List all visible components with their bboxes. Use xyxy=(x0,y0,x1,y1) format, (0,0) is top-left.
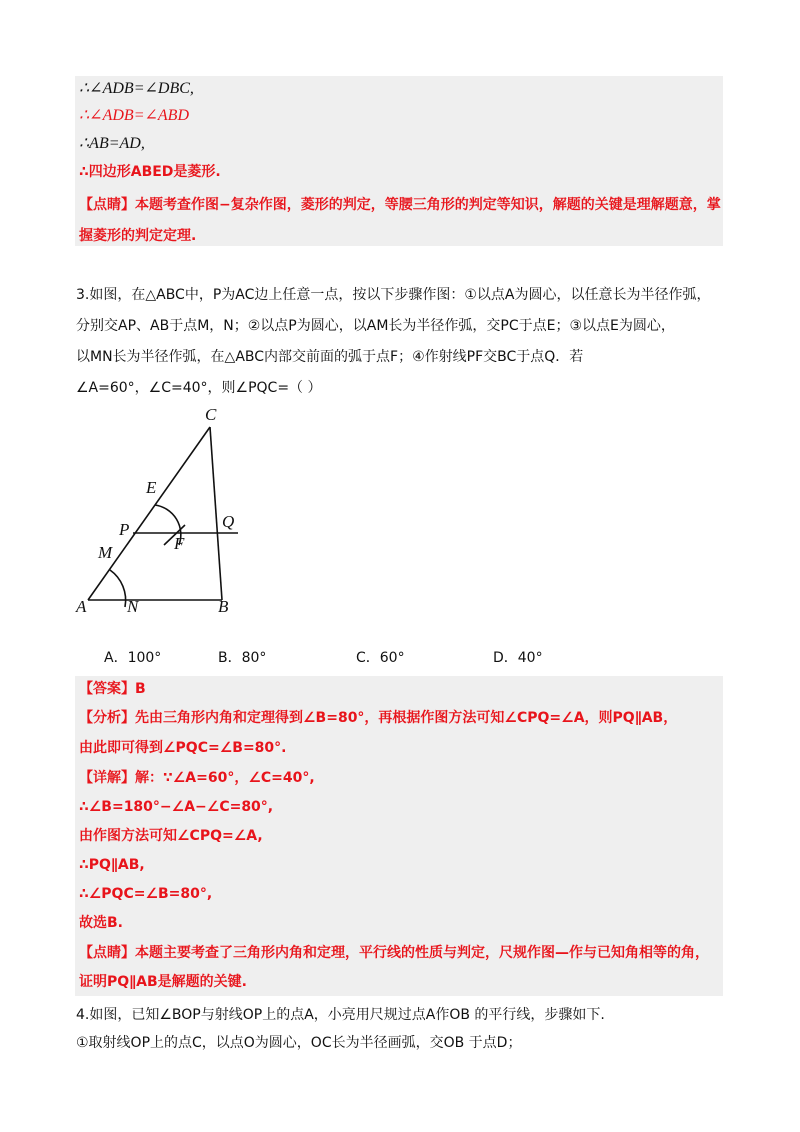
label-a: A xyxy=(76,597,87,616)
q4-line-1: 4.如图，已知∠BOP与射线OP上的点A，小亮用尺规过点A作OB 的平行线，步骤如下. xyxy=(76,1007,605,1023)
detail-line-5: ∴∠PQC=∠B=80°, xyxy=(79,886,213,902)
label-n: N xyxy=(127,597,139,616)
detail-line-4: ∴PQ∥AB, xyxy=(79,857,145,873)
analysis-line-1: 【分析】先由三角形内角和定理得到∠B=80°，再根据作图方法可知∠CPQ=∠A，则PQ∥AB， xyxy=(79,710,678,726)
option-b[interactable]: B．80° xyxy=(218,650,267,666)
q3-line-4: ∠A=60°，∠C=40°，则∠PQC=（ ） xyxy=(76,380,322,396)
side-cb xyxy=(210,427,222,600)
solution-line-1: ∴∠ADB=∠DBC, xyxy=(79,80,194,97)
comment2-line-2: 证明PQ∥AB是解题的关键. xyxy=(79,974,247,990)
solution-line-3: ∴AB=AD, xyxy=(79,135,145,152)
option-c[interactable]: C．60° xyxy=(356,650,405,666)
detail-line-3: 由作图方法可知∠CPQ=∠A, xyxy=(79,828,263,844)
q3-line-1: 3.如图，在△ABC中，P为AC边上任意一点，按以下步骤作图：①以点A为圆心，以任意长为半径作弧， xyxy=(76,287,711,303)
label-q: Q xyxy=(222,512,235,531)
answer-line: 【答案】B xyxy=(79,681,146,697)
arc-e xyxy=(164,525,185,545)
q3-line-2: 分别交AP、AB于点M，N；②以点P为圆心，以AM长为半径作弧，交PC于点E；③以点E为圆心， xyxy=(76,318,675,334)
comment-line-2: 握菱形的判定定理. xyxy=(79,228,197,244)
side-ac xyxy=(88,427,210,600)
detail-line-2: ∴∠B=180°−∠A−∠C=80°, xyxy=(79,799,274,815)
label-b: B xyxy=(218,597,229,616)
option-d[interactable]: D．40° xyxy=(493,650,543,666)
arc-p xyxy=(155,505,181,545)
label-p: P xyxy=(119,520,130,539)
q3-line-3: 以MN长为半径作弧，在△ABC内部交前面的弧于点F；④作射线PF交BC于点Q．若 xyxy=(76,349,584,365)
label-m: M xyxy=(98,543,113,562)
label-f: F xyxy=(174,534,185,553)
comment-line-1: 【点睛】本题考查作图−复杂作图，菱形的判定，等腰三角形的判定等知识，解题的关键是理解题意，掌 xyxy=(79,197,721,213)
solution-block-1 xyxy=(75,76,723,246)
solution-line-4: ∴四边形ABED是菱形. xyxy=(79,164,221,180)
label-e: E xyxy=(146,478,157,497)
analysis-line-2: 由此即可得到∠PQC=∠B=80°. xyxy=(79,740,287,756)
detail-line-1: 【详解】解：∵∠A=60°，∠C=40°, xyxy=(79,770,315,786)
arc-a xyxy=(110,570,126,607)
solution-line-2: ∴∠ADB=∠ABD xyxy=(79,107,189,124)
option-a[interactable]: A．100° xyxy=(104,650,162,666)
comment2-line-1: 【点睛】本题主要考查了三角形内角和定理，平行线的性质与判定，尺规作图—作与已知角相等的角， xyxy=(79,945,709,961)
detail-line-6: 故选B. xyxy=(79,915,123,931)
q4-line-2: ①取射线OP上的点C，以点O为圆心，OC长为半径画弧，交OB 于点D； xyxy=(76,1035,522,1051)
label-c: C xyxy=(205,405,217,424)
